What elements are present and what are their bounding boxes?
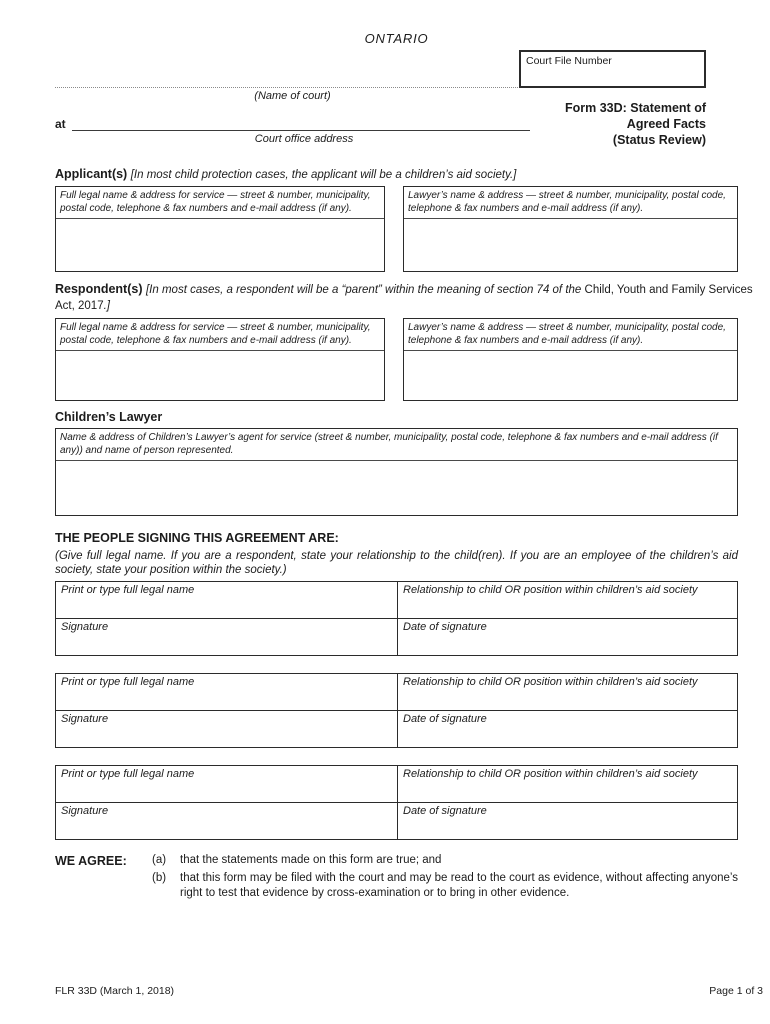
table-row: [56, 582, 738, 619]
applicant-heading-label: Applicant(s): [55, 167, 128, 181]
date-label: Date of signature: [403, 621, 487, 633]
court-file-number-input[interactable]: [526, 67, 699, 83]
date-label: Date of signature: [403, 805, 487, 817]
relationship-label: Relationship to child OR position within children’s aid society: [403, 676, 698, 688]
childrens-lawyer-heading: Children’s Lawyer: [55, 410, 163, 424]
respondent-lawyer-box: [403, 318, 738, 401]
respondent-heading-label: Respondent(s): [55, 282, 143, 296]
signer-3-date-cell[interactable]: [398, 803, 738, 840]
form-code: FLR 33D (March 1, 2018): [55, 985, 175, 997]
form-title: [358, 100, 706, 148]
applicant-party-box: [55, 186, 385, 272]
item-a-text: that the statements made on this form are true; and: [180, 854, 442, 866]
signer-2-relationship-cell[interactable]: [398, 674, 738, 711]
name-label: Print or type full legal name: [61, 584, 195, 596]
form-title-line1: Form 33D: Statement of: [565, 101, 706, 115]
name-label: Print or type full legal name: [61, 676, 195, 688]
signer-table-2: [55, 673, 738, 748]
page-indicator: Page 1 of 3: [709, 985, 763, 997]
respondent-box-row: [55, 318, 738, 401]
respondent-heading: [55, 282, 767, 314]
agreement-items: [152, 853, 738, 904]
respondent-party-box: [55, 318, 385, 401]
table-row: [56, 803, 738, 840]
signer-2-name-cell[interactable]: [56, 674, 398, 711]
signing-note: (Give full legal name. If you are a respondent, state your relationship to the child(ren). If you are an employee of the children’s aid society, state your position within the society.): [55, 550, 738, 576]
item-b-marker: (b): [152, 872, 167, 884]
applicant-heading: [55, 167, 738, 183]
signer-3-signature-cell[interactable]: [56, 803, 398, 840]
respondent-heading-note: [55, 284, 753, 312]
page-footer: [55, 985, 763, 997]
applicant-lawyer-box-label: Lawyer’s name & address — street & number, municipality, postal code, telephone & fax numbers and e-mail address (if any).: [404, 187, 737, 219]
signer-3-name-cell[interactable]: [56, 766, 398, 803]
jurisdiction-title: ONTARIO: [364, 31, 429, 46]
signer-2-signature-cell[interactable]: [56, 711, 398, 748]
respondent-note-act-name: Child, Youth and Family Services Act, 2017: [55, 284, 753, 312]
at-label: at: [55, 117, 66, 131]
signer-1-date-cell[interactable]: [398, 619, 738, 656]
signature-label: Signature: [61, 805, 109, 817]
childrens-lawyer-agent-field[interactable]: [56, 461, 737, 515]
childrens-lawyer-box-label: Name & address of Children’s Lawyer’s agent for service (street & number, municipality, postal code, telephone & fax numbers and e-mail address (if any)) and name of person represented.: [56, 429, 737, 461]
signer-1-relationship-cell[interactable]: [398, 582, 738, 619]
signature-label: Signature: [61, 621, 109, 633]
date-label: Date of signature: [403, 713, 487, 725]
name-of-court-caption: (Name of court): [254, 90, 331, 102]
applicant-name-address-field[interactable]: [56, 219, 384, 271]
table-row: [56, 766, 738, 803]
signature-label: Signature: [61, 713, 109, 725]
applicant-box-row: [55, 186, 738, 272]
item-b-text: that this form may be filed with the court and may be read to the court as evidence, without affecting anyone’s right to test that evidence by cross-examination or to bring in other evidence.: [180, 872, 738, 899]
applicant-lawyer-box: [403, 186, 738, 272]
relationship-label: Relationship to child OR position within children’s aid society: [403, 584, 698, 596]
respondent-lawyer-field[interactable]: [404, 351, 737, 400]
name-label: Print or type full legal name: [61, 768, 195, 780]
form-title-line3: (Status Review): [612, 133, 706, 147]
relationship-label: Relationship to child OR position within children’s aid society: [403, 768, 698, 780]
court-name-input[interactable]: [55, 51, 530, 88]
agreement-item-b: [152, 871, 738, 901]
respondent-note-end: .]: [103, 300, 110, 312]
applicant-heading-note: [In most child protection cases, the applicant will be a children’s aid society.]: [130, 169, 517, 181]
form-title-line2: Agreed Facts: [626, 117, 706, 131]
signing-heading: THE PEOPLE SIGNING THIS AGREEMENT ARE:: [55, 531, 339, 545]
agreement-section: [55, 853, 738, 904]
applicant-lawyer-field[interactable]: [404, 219, 737, 271]
item-a-marker: (a): [152, 854, 167, 866]
signer-1-signature-cell[interactable]: [56, 619, 398, 656]
respondent-party-box-label: Full legal name & address for service — street & number, municipality, postal code, telephone & fax numbers and e-mail address (if any).: [56, 319, 384, 351]
table-row: [56, 711, 738, 748]
table-row: [56, 619, 738, 656]
table-row: [56, 674, 738, 711]
respondent-name-address-field[interactable]: [56, 351, 384, 400]
court-file-number-box[interactable]: [519, 50, 706, 88]
court-file-number-label: Court File Number: [526, 55, 612, 67]
signer-3-relationship-cell[interactable]: [398, 766, 738, 803]
agreement-item-a: [152, 853, 738, 868]
childrens-lawyer-box: [55, 428, 738, 516]
signer-1-name-cell[interactable]: [56, 582, 398, 619]
applicant-party-box-label: Full legal name & address for service — street & number, municipality, postal code, telephone & fax numbers and e-mail address (if any).: [56, 187, 384, 219]
respondent-note-italic: [In most cases, a respondent will be a “parent” within the meaning of section 74 of the: [145, 284, 585, 296]
signer-2-date-cell[interactable]: [398, 711, 738, 748]
we-agree-label: WE AGREE:: [55, 854, 127, 868]
signer-table-3: [55, 765, 738, 840]
court-office-address-caption: Court office address: [254, 133, 354, 145]
signer-table-1: [55, 581, 738, 656]
respondent-lawyer-box-label: Lawyer’s name & address — street & number, municipality, postal code, telephone & fax numbers and e-mail address (if any).: [404, 319, 737, 351]
